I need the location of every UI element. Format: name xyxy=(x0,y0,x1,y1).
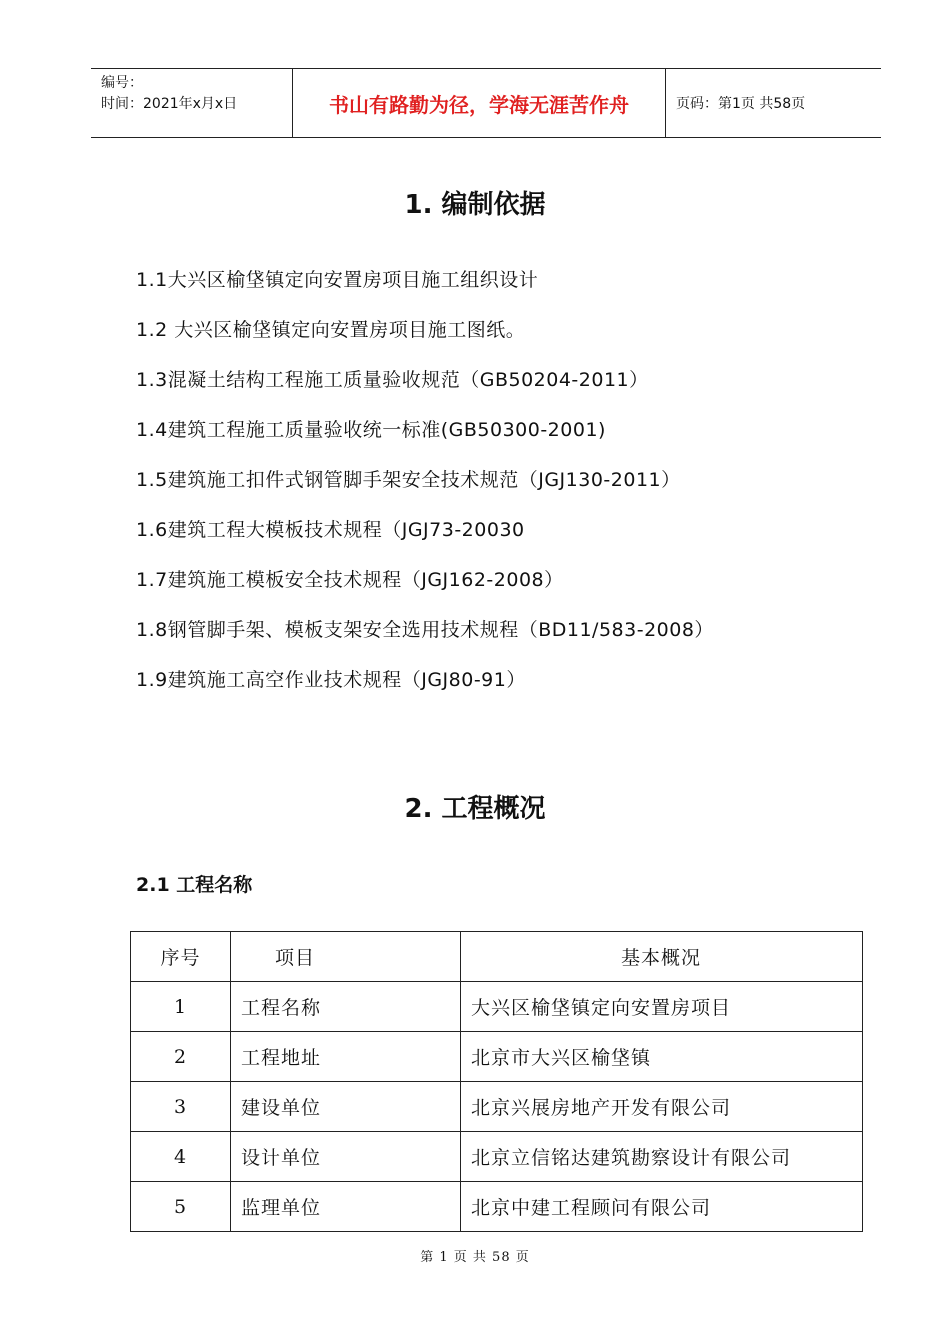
table-header-row xyxy=(131,932,863,982)
table-cell: 2 xyxy=(131,1032,231,1082)
table-row xyxy=(131,982,863,1032)
list-item: 1.9建筑施工高空作业技术规程（JGJ80-91） xyxy=(136,669,526,691)
section2-title: 2. 工程概况 xyxy=(404,794,546,824)
table-row xyxy=(131,1132,863,1182)
table-cell: 北京兴展房地产开发有限公司 xyxy=(461,1082,863,1132)
list-item: 1.1大兴区榆垡镇定向安置房项目施工组织设计 xyxy=(136,269,539,291)
list-item: 1.6建筑工程大模板技术规程（JGJ73-20030 xyxy=(136,519,525,541)
page-footer: 第 1 页 共 58 页 xyxy=(420,1250,530,1265)
table-row xyxy=(131,1182,863,1232)
section1-title: 1. 编制依据 xyxy=(404,190,546,220)
table-cell: 北京立信铭达建筑勘察设计有限公司 xyxy=(461,1132,863,1182)
table-header-cell: 项目 xyxy=(231,932,461,982)
table-cell: 大兴区榆垡镇定向安置房项目 xyxy=(461,982,863,1032)
page-header xyxy=(91,68,881,138)
header-left-cell xyxy=(91,69,293,137)
list-item: 1.5建筑施工扣件式钢管脚手架安全技术规范（JGJ130-2011） xyxy=(136,469,681,491)
table-header-cell: 基本概况 xyxy=(461,932,863,982)
section2-subtitle: 2.1 工程名称 xyxy=(136,874,253,896)
table-cell: 建设单位 xyxy=(231,1082,461,1132)
table-row xyxy=(131,1032,863,1082)
document-date: 时间：2021年x月x日 xyxy=(101,96,238,112)
table-cell: 3 xyxy=(131,1082,231,1132)
header-page-info: 页码：第1页 共58页 xyxy=(676,96,806,112)
table-cell: 工程地址 xyxy=(231,1032,461,1082)
list-item: 1.4建筑工程施工质量验收统一标准(GB50300-2001) xyxy=(136,419,606,441)
table-cell: 北京中建工程顾问有限公司 xyxy=(461,1182,863,1232)
project-info-table xyxy=(130,931,863,1232)
table-cell: 5 xyxy=(131,1182,231,1232)
table-cell: 4 xyxy=(131,1132,231,1182)
header-motto: 书山有路勤为径，学海无涯苦作舟 xyxy=(293,69,666,137)
basis-list xyxy=(136,265,714,715)
table-cell: 北京市大兴区榆垡镇 xyxy=(461,1032,863,1082)
table-cell: 设计单位 xyxy=(231,1132,461,1182)
table-row xyxy=(131,1082,863,1132)
table-cell: 1 xyxy=(131,982,231,1032)
document-number-label: 编号： xyxy=(101,75,143,91)
list-item: 1.7建筑施工模板安全技术规程（JGJ162-2008） xyxy=(136,569,564,591)
table-header-cell: 序号 xyxy=(131,932,231,982)
list-item: 1.2 大兴区榆垡镇定向安置房项目施工图纸。 xyxy=(136,319,526,341)
table-cell: 监理单位 xyxy=(231,1182,461,1232)
list-item: 1.3混凝土结构工程施工质量验收规范（GB50204-2011） xyxy=(136,369,649,391)
list-item: 1.8钢管脚手架、模板支架安全选用技术规程（BD11/583-2008） xyxy=(136,619,714,641)
table-cell: 工程名称 xyxy=(231,982,461,1032)
